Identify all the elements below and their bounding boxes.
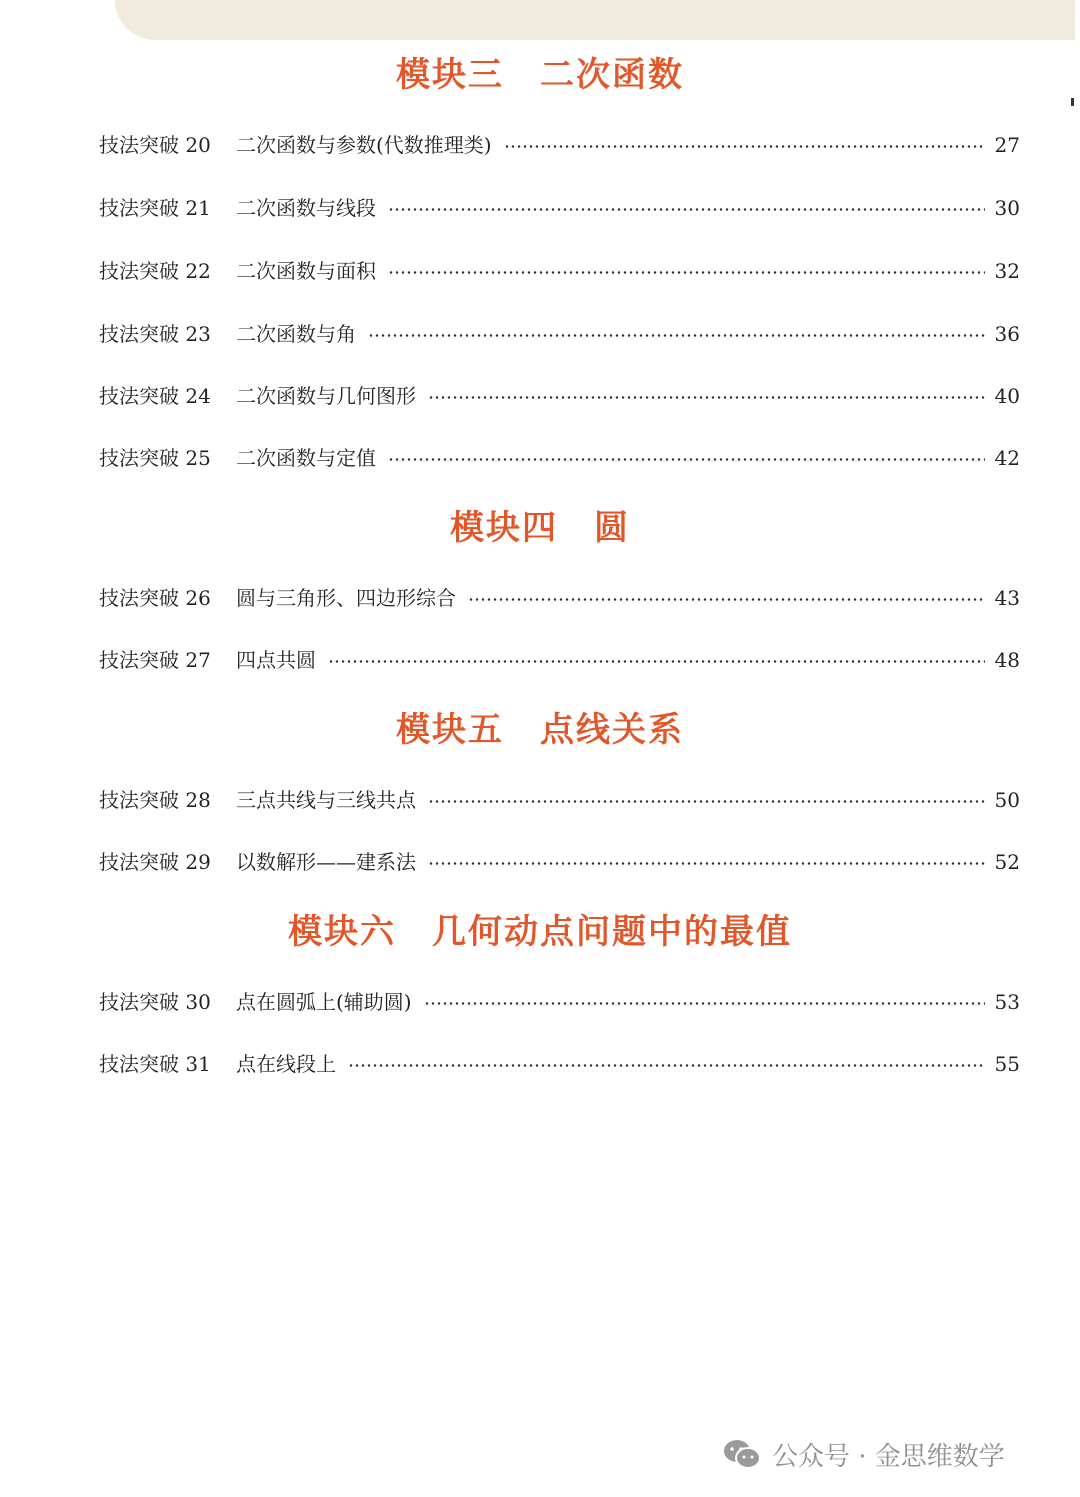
entry-page-number: 50 [994,788,1020,812]
toc-entry[interactable] [99,319,1020,349]
entry-label: 技法突破 28 [99,788,211,812]
toc-entry[interactable] [99,256,1020,286]
entry-title: 二次函数与几何图形 [236,384,416,408]
entry-title: 点在圆弧上(辅助圆) [236,990,412,1014]
toc-entry[interactable] [99,785,1020,815]
toc-entry[interactable] [99,1049,1020,1079]
dot-leader [388,458,985,461]
toc-entry[interactable] [99,193,1020,223]
top-decorative-band [115,0,1075,40]
entry-page-number: 55 [994,1052,1020,1076]
module-title: 模块五 点线关系 [396,710,684,750]
dot-leader [388,208,985,211]
toc-entry[interactable] [99,987,1020,1017]
dot-leader [388,271,985,274]
dot-leader [428,862,985,865]
entry-page-number: 48 [994,648,1020,672]
entry-label: 技法突破 20 [99,133,211,157]
entry-label: 技法突破 22 [99,259,211,283]
dot-leader [328,660,985,663]
entry-page-number: 27 [994,133,1020,157]
dot-leader [428,800,985,803]
module-title: 模块四 圆 [450,508,630,548]
toc-entry[interactable] [99,130,1020,160]
dot-leader [368,334,985,337]
dot-leader [348,1064,985,1067]
toc-entry[interactable] [99,847,1020,877]
dot-leader [428,396,985,399]
watermark-text: 公众号 · 金思维数学 [772,1441,1005,1472]
entry-title: 二次函数与参数(代数推理类) [236,133,492,157]
entry-page-number: 36 [994,322,1020,346]
entry-title: 二次函数与线段 [236,196,376,220]
dot-leader [468,598,985,601]
toc-entry[interactable] [99,583,1020,613]
toc-entry[interactable] [99,381,1020,411]
entry-label: 技法突破 23 [99,322,211,346]
entry-label: 技法突破 30 [99,990,211,1014]
toc-entry[interactable] [99,443,1020,473]
entry-page-number: 43 [994,586,1020,610]
entry-page-number: 32 [994,259,1020,283]
entry-label: 技法突破 27 [99,648,211,672]
entry-title: 三点共线与三线共点 [236,788,416,812]
entry-title: 点在线段上 [236,1052,336,1076]
entry-title: 二次函数与面积 [236,259,376,283]
entry-title: 以数解形——建系法 [236,850,416,874]
entry-label: 技法突破 29 [99,850,211,874]
dot-leader [424,1002,985,1005]
entry-page-number: 40 [994,384,1020,408]
dot-leader [504,145,985,148]
entry-page-number: 30 [994,196,1020,220]
entry-page-number: 52 [994,850,1020,874]
entry-label: 技法突破 31 [99,1052,211,1076]
entry-title: 二次函数与角 [236,322,356,346]
entry-title: 二次函数与定值 [236,446,376,470]
toc-entry[interactable] [99,645,1020,675]
entry-page-number: 42 [994,446,1020,470]
module-title: 模块三 二次函数 [396,55,684,95]
wechat-icon [722,1438,762,1470]
watermark [722,1434,1005,1474]
entry-label: 技法突破 26 [99,586,211,610]
entry-title: 四点共圆 [236,648,316,672]
entry-label: 技法突破 21 [99,196,211,220]
entry-label: 技法突破 24 [99,384,211,408]
module-title: 模块六 几何动点问题中的最值 [288,912,792,952]
edge-mark [1071,98,1074,106]
entry-label: 技法突破 25 [99,446,211,470]
entry-page-number: 53 [994,990,1020,1014]
entry-title: 圆与三角形、四边形综合 [236,586,456,610]
